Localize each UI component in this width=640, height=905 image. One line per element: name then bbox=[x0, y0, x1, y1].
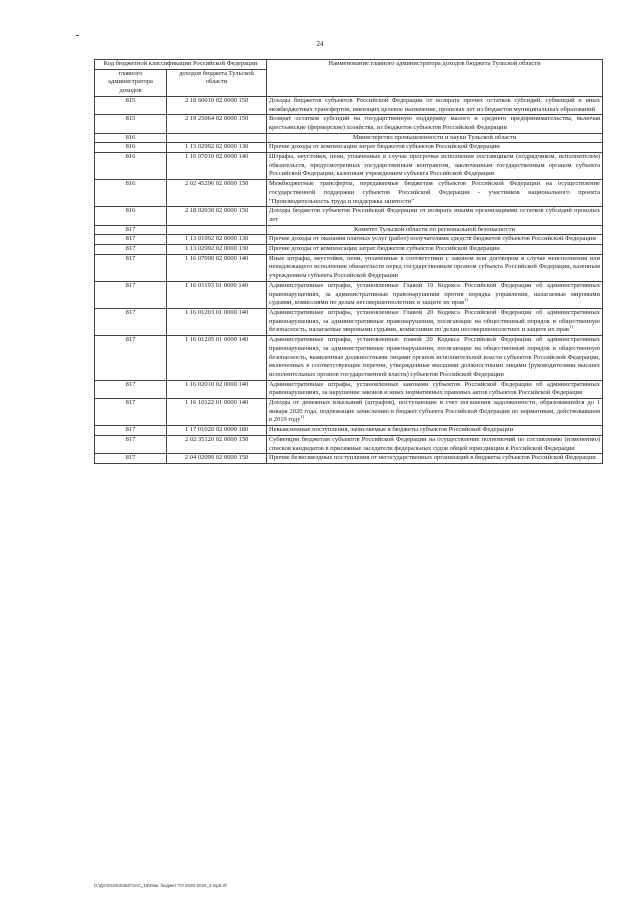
income-name-cell bbox=[267, 380, 603, 398]
income-code-cell: 2 18 02030 02 0000 150 bbox=[167, 207, 267, 225]
income-name-cell bbox=[267, 454, 603, 464]
header-admin-column: главного администратора доходов bbox=[95, 69, 167, 96]
administrator-name-cell bbox=[267, 225, 603, 235]
table-row bbox=[95, 426, 603, 436]
income-name-text: Субвенции бюджетам субъектов Российской Федерации на осуществление полномочий по составлению (изменению) списков кандидатов в присяжные заседатели федеральных судов общей юрисдикции в Российской Федерации bbox=[269, 435, 601, 452]
income-name-cell bbox=[267, 96, 603, 114]
income-name-text: Доходы бюджетов субъектов Российской Федерации от возврата прочих остатков субсидий, субвенций и иных межбюджетных трансфертов, имеющих целевое назначение, прошлых лет из бюджетов муниципальных образований bbox=[269, 96, 601, 113]
table-row bbox=[95, 281, 603, 308]
income-name-cell bbox=[267, 115, 603, 133]
income-name-cell bbox=[267, 235, 603, 245]
table-row bbox=[95, 153, 603, 180]
income-name-text: Комитет Тульской области по региональной безопасности bbox=[354, 225, 515, 233]
income-name-cell bbox=[267, 281, 603, 308]
income-name-cell bbox=[267, 399, 603, 426]
admin-code-cell: 817 bbox=[95, 435, 167, 453]
admin-code-cell: 815 bbox=[95, 96, 167, 114]
income-code-cell: 1 16 10122 01 0000 140 bbox=[167, 399, 267, 426]
income-code-cell: 2 04 02099 02 0000 150 bbox=[167, 454, 267, 464]
header-row-1 bbox=[95, 60, 603, 70]
admin-code-cell: 817 bbox=[95, 254, 167, 281]
income-name-text: Министерство промышленности и науки Тульской области bbox=[352, 133, 517, 141]
admin-code-cell: 817 bbox=[95, 245, 167, 255]
page-number: 24 bbox=[316, 40, 324, 48]
table-row bbox=[95, 180, 603, 207]
admin-code-cell: 817 bbox=[95, 336, 167, 381]
income-code-cell: 1 16 02010 02 0000 140 bbox=[167, 380, 267, 398]
footnote-marker: 1) bbox=[464, 297, 468, 303]
income-name-text: Прочие доходы от компенсации затрат бюджетов субъектов Российской Федерации bbox=[269, 143, 500, 151]
admin-code-cell: 816 bbox=[95, 207, 167, 225]
income-code-cell: 1 16 07090 02 0000 140 bbox=[167, 254, 267, 281]
income-code-cell: 1 13 02992 02 0000 130 bbox=[167, 143, 267, 153]
table-row bbox=[95, 143, 603, 153]
header-name-column: Наименование главного администратора доходов бюджета Тульской области bbox=[267, 60, 603, 97]
footnote-marker: 1) bbox=[300, 414, 305, 420]
table-row bbox=[95, 308, 603, 335]
income-code-cell: 2 18 60010 02 0000 150 bbox=[167, 96, 267, 114]
income-name-cell bbox=[267, 245, 603, 255]
header-income-column: доходов бюджета Тульской области bbox=[167, 69, 267, 96]
income-code-cell bbox=[167, 225, 267, 235]
income-name-text: Административные штрафы, установленные законами субъектов Российской Федерации об административных правонарушениях, за нарушение законов и иных нормативных правовых актов субъектов Российской Федерации bbox=[269, 380, 601, 397]
income-name-cell bbox=[267, 180, 603, 207]
admin-code-cell: 817 bbox=[95, 454, 167, 464]
income-name-cell bbox=[267, 207, 603, 225]
income-name-cell bbox=[267, 143, 603, 153]
admin-code-cell: 817 bbox=[95, 308, 167, 335]
income-name-cell bbox=[267, 254, 603, 281]
administrator-name-cell bbox=[267, 133, 603, 143]
income-name-text: Возврат остатков субсидий на государственную поддержку малого и среднего предпринимательства, включая крестьянские (фермерские) хозяйства, из бюджетов субъектов Российской Федерации bbox=[269, 115, 601, 131]
income-name-text: Административные штрафы, установленные Главой 19 Кодекса Российской Федерации об административных правонарушениях, за административные правонарушения против порядка управления, налагаемые мировыми судьями, комиссиями по делам несовершеннолетних и защите их прав bbox=[269, 281, 601, 307]
income-code-cell: 2 02 45296 02 0000 150 bbox=[167, 180, 267, 207]
income-name-text: Невыясненные поступления, зачисляемые в бюджеты субъектов Российской Федерации bbox=[269, 426, 514, 434]
income-name-text: Доходы от денежных взысканий (штрафов), поступающие в счет погашения задолженности, образовавшейся до 1 января 2020 года, подлежащие зачислению в бюджет субъекта Российской Федерации по нормативам, действовавшим в 2019 году bbox=[269, 399, 601, 424]
income-name-text: Прочие безвозмездные поступления от негосударственных организаций в бюджеты субъектов Российской Федерации bbox=[269, 454, 596, 462]
ministry-row bbox=[95, 225, 603, 235]
table-row bbox=[95, 336, 603, 381]
income-code-cell: 1 13 02992 02 0000 130 bbox=[167, 245, 267, 255]
admin-code-cell: 816 bbox=[95, 180, 167, 207]
income-code-cell: 1 16 01205 01 0000 140 bbox=[167, 336, 267, 381]
income-code-cell: 1 17 01020 02 0000 180 bbox=[167, 426, 267, 436]
table-row bbox=[95, 380, 603, 398]
table-row bbox=[95, 235, 603, 245]
table-row bbox=[95, 96, 603, 114]
admin-code-cell: 815 bbox=[95, 115, 167, 133]
income-name-text: Прочие доходы от компенсации затрат бюджетов субъектов Российской Федерации bbox=[269, 245, 500, 253]
income-name-cell bbox=[267, 435, 603, 453]
income-code-cell: 2 02 35120 02 0000 150 bbox=[167, 435, 267, 453]
income-name-text: Межбюджетные трансферты, передаваемые бюджетам субъектов Российской Федерации на осуществление государственной поддержки субъектов Российской Федерации - участников национального проекта "Производительность труда и поддержка занятости" bbox=[269, 180, 601, 205]
table-row bbox=[95, 454, 603, 464]
footnote-marker: 1) bbox=[569, 324, 573, 330]
income-name-text: Доходы бюджетов субъектов Российской Федерации от возврата иными организациями остатков субсидий прошлых лет bbox=[269, 207, 601, 223]
income-administrators-table bbox=[94, 59, 603, 464]
scan-mark bbox=[76, 35, 79, 36]
income-code-cell: 1 16 01193 01 0000 140 bbox=[167, 281, 267, 308]
table-row bbox=[95, 115, 603, 133]
income-code-cell: 1 13 01992 02 0000 130 bbox=[167, 235, 267, 245]
file-path-footer: D:\ДУ\2020\З\ЗБ\ГОАС_19\Изм. бюджет ТО 2020-2022_3 \пр6.rtf bbox=[94, 883, 227, 888]
income-code-cell: 2 19 25064 02 0000 150 bbox=[167, 115, 267, 133]
admin-code-cell: 816 bbox=[95, 153, 167, 180]
income-name-text: Административные штрафы, установленные главой 20 Кодекса Российской Федерации об административных правонарушениях, за административные правонарушения, посягающие на общественный порядок и общественную безопасность, выявленные должностными лицами органов исполнительной власти субъектов Российской Федерации, включенных в соответствующие перечни, утвержденные высшими должностными лицами (руководителями высших исполнительных органов государственной власти) субъектов Российской Федерации bbox=[269, 336, 601, 378]
income-name-cell bbox=[267, 308, 603, 335]
income-name-cell bbox=[267, 153, 603, 180]
ministry-row bbox=[95, 133, 603, 143]
income-name-cell bbox=[267, 336, 603, 381]
admin-code-cell: 817 bbox=[95, 225, 167, 235]
table-row bbox=[95, 207, 603, 225]
admin-code-cell: 816 bbox=[95, 143, 167, 153]
admin-code-cell: 817 bbox=[95, 426, 167, 436]
admin-code-cell: 817 bbox=[95, 281, 167, 308]
admin-code-cell: 817 bbox=[95, 399, 167, 426]
admin-code-cell: 817 bbox=[95, 380, 167, 398]
income-code-cell bbox=[167, 133, 267, 143]
header-code-group: Код бюджетной классификации Российской Федерации bbox=[95, 60, 267, 70]
income-name-text: Административные штрафы, установленные Главой 20 Кодекса Российской Федерации об административных правонарушениях, за административные правонарушения, посягающие на общественный порядок и общественную безопасность, налагаемые мировыми судьями, комиссиями по делам несовершеннолетних и защите их прав bbox=[269, 308, 601, 334]
income-code-cell: 1 16 07010 02 0000 140 bbox=[167, 153, 267, 180]
income-name-text: Прочие доходы от оказания платных услуг (работ) получателями средств бюджетов субъектов Российской Федерации bbox=[269, 235, 596, 243]
admin-code-cell: 816 bbox=[95, 133, 167, 143]
table-row bbox=[95, 435, 603, 453]
table-body bbox=[95, 60, 603, 464]
income-name-cell bbox=[267, 426, 603, 436]
admin-code-cell: 817 bbox=[95, 235, 167, 245]
income-code-cell: 1 16 01203 01 0000 140 bbox=[167, 308, 267, 335]
table-row bbox=[95, 254, 603, 281]
table-row bbox=[95, 399, 603, 426]
table-row bbox=[95, 245, 603, 255]
income-name-text: Иные штрафы, неустойки, пени, уплаченные в соответствии с законом или договором в случае неисполнения или ненадлежащего исполнения обязательств перед государственным органом субъекта Российской Федерации, казенным учреждением субъекта Российской Федерации bbox=[269, 254, 601, 280]
income-name-text: Штрафы, неустойки, пени, уплаченные в случае просрочки исполнения поставщиком (подрядчиком, исполнителем) обязательств, предусмотренных государственным контрактом, заключенным государственным органом субъекта Российской Федерации, казенным учреждением субъекта Российской Федерации bbox=[269, 153, 601, 178]
